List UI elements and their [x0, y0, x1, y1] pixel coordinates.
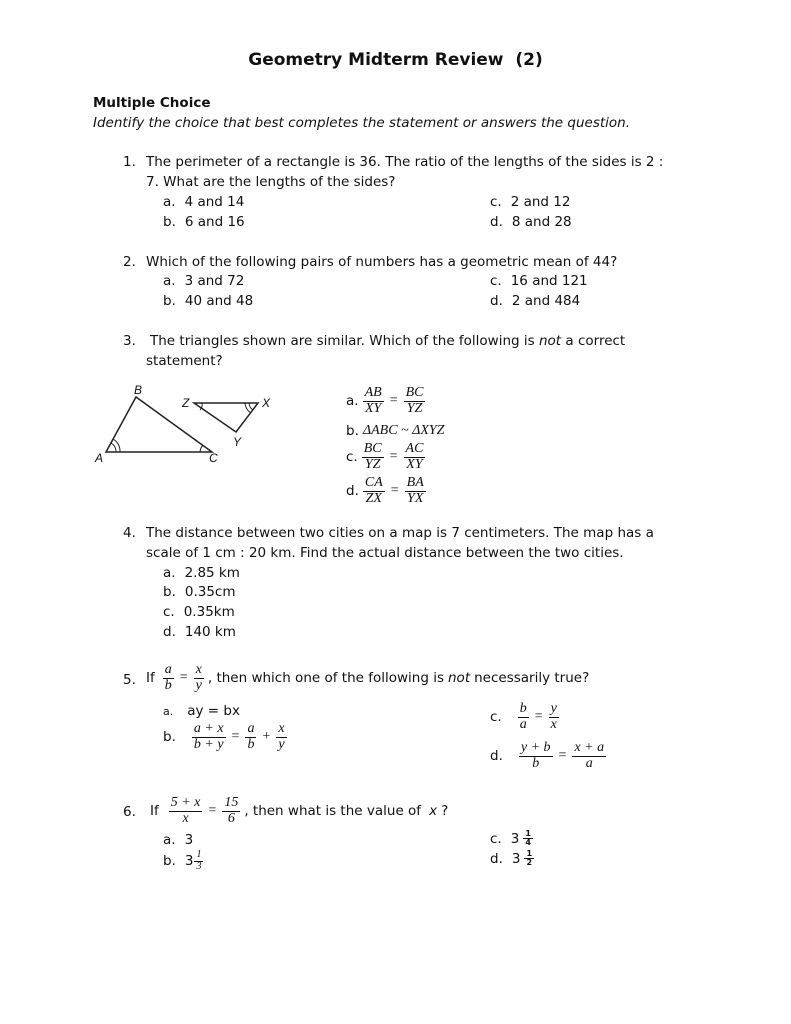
numerator: 5 + x	[170, 795, 201, 810]
fraction	[405, 476, 426, 506]
choice-letter: d.	[490, 214, 503, 230]
denominator: 3	[196, 860, 202, 872]
numerator: 15	[224, 795, 239, 810]
denominator: 6	[227, 810, 235, 826]
choice-text: 0.35km	[183, 604, 235, 620]
equals-sign: =	[179, 670, 188, 686]
denominator: x	[550, 716, 557, 732]
numerator: y	[550, 701, 557, 716]
angle-c-arc	[200, 445, 203, 452]
denominator: XY	[406, 456, 423, 472]
instructions: Identify the choice that best completes the statement or answers the question.	[93, 115, 631, 131]
fraction	[276, 722, 286, 752]
choice-text: 2.85 km	[184, 565, 240, 581]
triangle-xyz	[181, 396, 271, 449]
choice-letter: d.	[490, 850, 503, 867]
choice-b[interactable]	[163, 850, 203, 872]
similarity-statement: ΔABC ~ ΔXYZ	[362, 423, 445, 438]
choice-a[interactable]	[163, 832, 193, 848]
numerator: BA	[406, 475, 424, 490]
choice-letter: a.	[163, 194, 176, 210]
choice-d[interactable]	[163, 624, 236, 640]
numerator: x	[195, 662, 202, 677]
choice-text: 2 and 484	[511, 293, 581, 309]
equals-sign: =	[389, 449, 398, 465]
choice-c[interactable]	[490, 194, 570, 210]
denominator: ZX	[365, 490, 382, 506]
question-number: 4.	[123, 525, 136, 541]
numerator: 1	[526, 849, 533, 858]
choice-c[interactable]	[163, 604, 235, 620]
numerator: AB	[364, 385, 382, 400]
choice-b[interactable]	[346, 423, 444, 439]
vertex-label-b: B	[134, 383, 143, 397]
denominator: a	[585, 755, 593, 771]
question-number: 6.	[123, 804, 136, 820]
question-number: 2.	[123, 254, 136, 270]
denominator: b	[164, 677, 172, 693]
choice-d[interactable]	[346, 476, 426, 506]
triangle-xyz-shape	[194, 403, 258, 432]
choice-text: 3	[184, 832, 194, 848]
numerator: a	[164, 662, 172, 677]
denominator: 2	[526, 858, 533, 868]
choice-a[interactable]	[163, 273, 244, 289]
denominator: 4	[525, 838, 531, 848]
numerator: 1	[525, 829, 531, 838]
choice-c[interactable]	[490, 702, 559, 732]
numerator: x	[278, 721, 285, 736]
choice-letter: b.	[346, 423, 359, 439]
choice-letter: a.	[346, 393, 359, 410]
numerator: CA	[364, 475, 383, 490]
whole-number: 3	[184, 853, 194, 869]
denominator: y	[195, 677, 202, 693]
choice-a[interactable]	[163, 194, 244, 210]
choice-text: 16 and 121	[510, 273, 588, 289]
fraction	[404, 386, 426, 416]
fraction	[524, 850, 534, 868]
choice-a[interactable]	[163, 565, 240, 581]
text-span: a correct	[565, 333, 626, 349]
fraction	[194, 663, 204, 693]
fraction	[572, 741, 606, 771]
question-text-line1: The distance between two cities on a map is 7 centimeters. The map has a	[146, 525, 654, 541]
choice-letter: a.	[163, 832, 176, 848]
triangle-abc	[94, 383, 218, 465]
choice-c[interactable]	[490, 830, 533, 848]
choice-text: 40 and 48	[184, 293, 254, 309]
denominator: XY	[364, 400, 382, 416]
fraction	[163, 663, 174, 693]
numerator: a	[247, 721, 255, 736]
question-text	[150, 796, 448, 826]
question-number: 3.	[123, 333, 136, 349]
similar-triangles-figure	[90, 382, 290, 467]
choice-letter: c.	[163, 604, 175, 620]
choice-text: 3 and 72	[184, 273, 245, 289]
choice-b[interactable]	[163, 722, 287, 752]
denominator: y	[278, 736, 285, 752]
denominator: YZ	[364, 456, 381, 472]
numerator: a + x	[193, 721, 224, 736]
fraction	[519, 741, 553, 771]
choice-letter: c.	[490, 273, 502, 289]
section-heading: Multiple Choice	[93, 95, 211, 111]
choice-letter: a.	[163, 705, 174, 718]
choice-text: 6 and 16	[184, 214, 245, 230]
choice-a[interactable]	[163, 703, 240, 719]
equals-sign: =	[208, 803, 217, 819]
fraction	[363, 476, 385, 506]
choice-b[interactable]	[163, 293, 253, 309]
choice-letter: c.	[490, 194, 502, 210]
choice-text: 4 and 14	[184, 194, 245, 210]
page-title: Geometry Midterm Review (2)	[248, 50, 543, 70]
equals-sign: =	[390, 483, 399, 499]
vertex-label-y: Y	[233, 435, 242, 449]
question-text-line1	[150, 333, 625, 349]
choice-c[interactable]	[346, 442, 425, 472]
question-mark: ?	[441, 803, 449, 820]
vertex-label-x: X	[262, 396, 271, 410]
choice-letter: d.	[346, 483, 359, 500]
numerator: 1	[196, 849, 202, 860]
numerator: b	[519, 701, 527, 716]
angle-x-arc	[249, 403, 253, 410]
question-text-line1: The perimeter of a rectangle is 36. The ratio of the lengths of the sides is 2 :	[146, 154, 664, 170]
if-word: If	[150, 803, 159, 820]
fraction	[194, 850, 203, 872]
equals-sign: =	[389, 393, 398, 409]
text-span: , then which one of the following is	[207, 670, 444, 687]
choice-letter: c.	[490, 830, 502, 847]
choice-text: 2 and 12	[510, 194, 571, 210]
choice-d[interactable]	[490, 293, 580, 309]
emphasis-not: not	[538, 333, 562, 349]
whole-number: 3	[510, 830, 520, 847]
vertex-label-c: C	[209, 451, 218, 465]
equals-sign: =	[231, 729, 240, 745]
choice-letter: b.	[163, 853, 176, 869]
fraction	[549, 702, 559, 732]
choice-text: 8 and 28	[511, 214, 572, 230]
denominator: a	[519, 716, 527, 732]
text-span: , then what is the value of	[244, 803, 422, 820]
text-span: necessarily true?	[474, 670, 590, 687]
choice-letter: b.	[163, 293, 176, 309]
choice-letter: d.	[490, 748, 503, 765]
choice-letter: c.	[490, 709, 502, 726]
equals-sign: =	[558, 748, 567, 764]
vertex-label-z: Z	[182, 396, 190, 410]
choice-d[interactable]	[490, 741, 606, 771]
numerator: BC	[363, 441, 382, 456]
denominator: x	[182, 810, 189, 826]
fraction	[363, 386, 384, 416]
question-text-line2: scale of 1 cm : 20 km. Find the actual distance between the two cities.	[146, 545, 624, 561]
emphasis-not: not	[448, 670, 471, 687]
choice-letter: a.	[163, 565, 176, 581]
fraction	[518, 702, 529, 732]
choice-letter: b.	[163, 729, 176, 746]
fraction	[362, 442, 384, 472]
question-text: Which of the following pairs of numbers has a geometric mean of 44?	[146, 254, 618, 270]
angle-x-arc-2	[245, 403, 251, 413]
choice-letter: c.	[346, 449, 358, 466]
whole-number: 3	[511, 850, 521, 867]
numerator: AC	[405, 441, 424, 456]
choice-letter: b.	[163, 584, 176, 600]
choice-text: ay = bx	[187, 703, 240, 719]
denominator: b + y	[193, 736, 224, 752]
equals-sign: =	[534, 709, 543, 725]
choice-b[interactable]	[163, 214, 245, 230]
fraction	[169, 796, 203, 826]
denominator: b	[247, 736, 255, 752]
question-text	[146, 663, 589, 693]
choice-letter: a.	[163, 273, 176, 289]
choice-letter: d.	[490, 293, 503, 309]
numerator: y + b	[520, 740, 551, 755]
question-text-line2: statement?	[146, 353, 223, 369]
vertex-label-a: A	[95, 451, 104, 465]
choice-letter: b.	[163, 214, 176, 230]
fraction	[245, 722, 256, 752]
choice-b[interactable]	[163, 584, 236, 600]
text-span: The triangles shown are similar. Which of the following is	[150, 333, 535, 349]
choice-letter: d.	[163, 624, 176, 640]
question-number: 1.	[123, 154, 136, 170]
choice-a[interactable]	[346, 386, 425, 416]
question-number: 5.	[123, 672, 136, 688]
angle-a-arc	[111, 443, 116, 452]
choice-text: 140 km	[184, 624, 236, 640]
denominator: b	[532, 755, 540, 771]
choice-c[interactable]	[490, 273, 588, 289]
fraction	[222, 796, 240, 826]
denominator: YX	[407, 490, 424, 506]
fraction	[404, 442, 426, 472]
variable-x: x	[429, 803, 438, 820]
if-word: If	[146, 670, 155, 687]
numerator: x + a	[574, 740, 605, 755]
choice-d[interactable]	[490, 214, 572, 230]
fraction	[523, 830, 533, 848]
numerator: BC	[405, 385, 424, 400]
choice-d[interactable]	[490, 850, 534, 868]
fraction	[192, 722, 226, 752]
denominator: YZ	[406, 400, 423, 416]
plus-sign: +	[262, 729, 271, 745]
choice-text: 0.35cm	[184, 584, 236, 600]
question-text-line2: 7. What are the lengths of the sides?	[146, 174, 396, 190]
